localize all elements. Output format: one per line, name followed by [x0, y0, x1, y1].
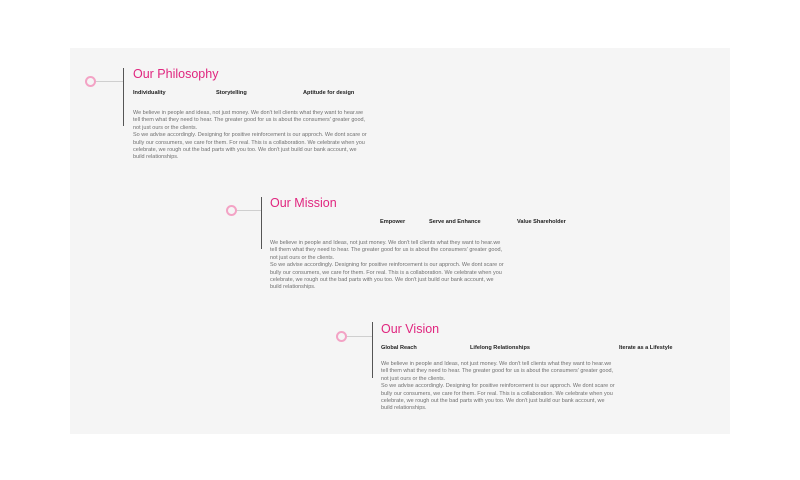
- section-body-text: We believe in people and Ideas, not just money. We don't tell clients what they want to hear.we tell them what they need to hear. The greater good for us is about the consumers' greater good, not just ours or the clients. So we advise accordingly. Designing for positive reinforcement is our approch. We dont scare or bully our consumers, we care for them. For real. This is a collaboration. We celebrate when you celebrate, we rough out the bad parts with you too. We don't just build our bank account, we build relationships.: [381, 361, 615, 412]
- tab-global-reach[interactable]: Global Reach: [381, 345, 417, 351]
- section-body-text: We believe in people and Ideas, not just money. We don't tell clients what they want to hear.we tell them what they need to hear. The greater good for us is about the consumers' greater good, not just ours or the clients. So we advise accordingly. Designing for positive reinforcement is our approch. We dont scare or bully our consumers, we care for them. For real. This is a collaboration. We celebrate when you celebrate, we rough out the bad parts with you too. We don't just build our bank account, we build relationships.: [270, 240, 504, 291]
- tab-value-shareholder[interactable]: Value Shareholder: [517, 219, 566, 225]
- tab-iterate-as-a-lifestyle[interactable]: Iterate as a Lifestyle: [619, 345, 673, 351]
- section-title: Our Mission: [270, 196, 337, 210]
- section-body-text: We believe in people and ideas, not just money. We don't tell clients what they want to hear.we tell them what they need to hear. The greater good for us is about the consumers' greater good, not just ours or the clients. So we advise accordingly. Designing for positive reinforcement is our approch. We dont scare or bully our consumers, we care for them. For real. This is a collaboration. We celebrate when you celebrate, we rough out the bad parts with you too. We don't just build our bank account, we build relationships.: [133, 110, 367, 161]
- section-title: Our Philosophy: [133, 67, 219, 81]
- tab-storytelling[interactable]: Storytelling: [216, 90, 247, 96]
- section-title: Our Vision: [381, 322, 440, 336]
- timeline-dot-icon: [85, 76, 96, 87]
- section-divider: [261, 197, 262, 249]
- timeline-dot-icon: [226, 205, 237, 216]
- timeline-connector: [96, 81, 123, 82]
- tab-individuality[interactable]: Individuality: [133, 90, 166, 96]
- tab-aptitude-for-design[interactable]: Aptitude for design: [303, 90, 355, 96]
- timeline-connector: [347, 336, 372, 337]
- section-divider: [123, 68, 124, 126]
- tab-lifelong-relationships[interactable]: Lifelong Relationships: [470, 345, 530, 351]
- timeline-dot-icon: [336, 331, 347, 342]
- tab-serve-and-enhance[interactable]: Serve and Enhance: [429, 219, 481, 225]
- tab-empower[interactable]: Empower: [380, 219, 406, 225]
- section-divider: [372, 322, 373, 378]
- timeline-connector: [237, 210, 261, 211]
